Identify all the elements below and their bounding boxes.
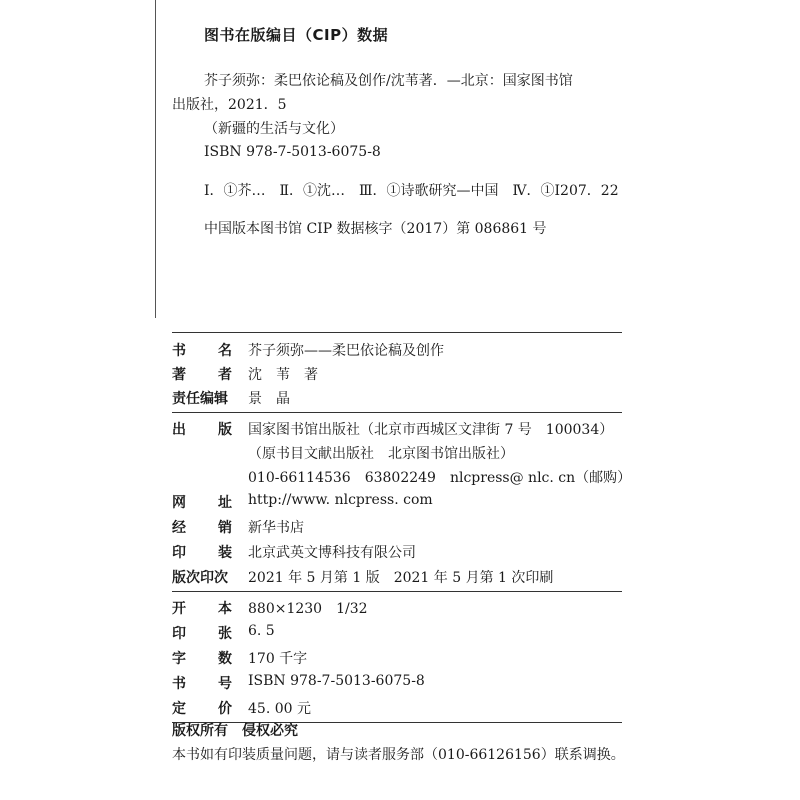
website-link[interactable]: http://www. nlcpress. com (248, 492, 433, 508)
label-char: 书 (172, 343, 186, 359)
price-value: 45. 00 元 (248, 701, 311, 717)
label-char: 经 (172, 520, 186, 536)
format-value: 880×1230 1/32 (248, 601, 368, 617)
cip-isbn: ISBN 978-7-5013-6075-8 (204, 144, 381, 160)
label-char: 印 (172, 545, 186, 561)
label-char: 销 (218, 520, 232, 536)
cip-record-number: 中国版本图书馆 CIP 数据核字（2017）第 086861 号 (204, 221, 547, 237)
book-name-value: 芥子须弥——柔巴依论稿及创作 (248, 343, 444, 359)
row-label: 责任编辑 (172, 391, 228, 407)
publisher-value: 国家图书馆出版社（北京市西城区文津街 7 号 100034） (248, 422, 614, 438)
row-label (172, 517, 232, 537)
label-char: 印 (172, 626, 186, 642)
label-char: 价 (218, 701, 232, 717)
label-char: 本 (218, 601, 232, 617)
quality-notice: 本书如有印装质量问题，请与读者服务部（010-66126156）联系调换。 (172, 747, 625, 763)
row-label (172, 364, 232, 384)
row-label (172, 673, 232, 693)
label-char: 数 (218, 651, 232, 667)
divider (172, 591, 622, 592)
label-char: 定 (172, 701, 186, 717)
row-label (172, 648, 232, 668)
printer-value: 北京武英文博科技有限公司 (248, 545, 416, 561)
label-char: 张 (218, 626, 232, 642)
label-char: 字 (172, 651, 186, 667)
label-char: 开 (172, 601, 186, 617)
row-label (172, 598, 232, 618)
row-label (172, 340, 232, 360)
label-char: 版 (218, 422, 232, 438)
divider (172, 332, 622, 333)
distributor-value: 新华书店 (248, 520, 304, 536)
label-char: 号 (218, 676, 232, 692)
margin-rule (155, 0, 156, 318)
editor-value: 景 晶 (248, 391, 290, 407)
cip-title: 图书在版编目（CIP）数据 (204, 26, 389, 44)
row-label (172, 542, 232, 562)
row-label (172, 419, 232, 439)
divider (172, 412, 622, 413)
words-value: 170 千字 (248, 651, 308, 667)
label-char: 著 (172, 367, 186, 383)
rights-statement: 版权所有 侵权必究 (172, 723, 298, 739)
row-label (172, 492, 232, 512)
label-char: 书 (172, 676, 186, 692)
cip-classification: Ⅰ．①芥… Ⅱ．①沈… Ⅲ．①诗歌研究—中国 Ⅳ．①I207．22 (204, 183, 619, 199)
label-char: 网 (172, 495, 186, 511)
sheets-value: 6. 5 (248, 623, 275, 639)
publisher-former-names: （原书目文献出版社 北京图书馆出版社） (248, 446, 514, 462)
label-char: 者 (218, 367, 232, 383)
row-label: 版次印次 (172, 570, 228, 586)
label-char: 址 (218, 495, 232, 511)
label-char: 出 (172, 422, 186, 438)
label-char: 名 (218, 343, 232, 359)
edition-value: 2021 年 5 月第 1 版 2021 年 5 月第 1 次印刷 (248, 570, 554, 586)
publisher-contact: 010-66114536 63802249 nlcpress@ nlc. cn（邮购） (248, 470, 632, 486)
cip-bibliographic-line: 芥子须弥：柔巴依论稿及创作/沈苇著．—北京：国家图书馆 (204, 73, 573, 89)
cip-series: （新疆的生活与文化） (204, 121, 344, 137)
row-label (172, 623, 232, 643)
author-value: 沈 苇 著 (248, 367, 318, 383)
isbn-value: ISBN 978-7-5013-6075-8 (248, 673, 425, 689)
row-label (172, 698, 232, 718)
label-char: 装 (218, 545, 232, 561)
cip-publisher-date: 出版社，2021．5 (172, 97, 287, 113)
